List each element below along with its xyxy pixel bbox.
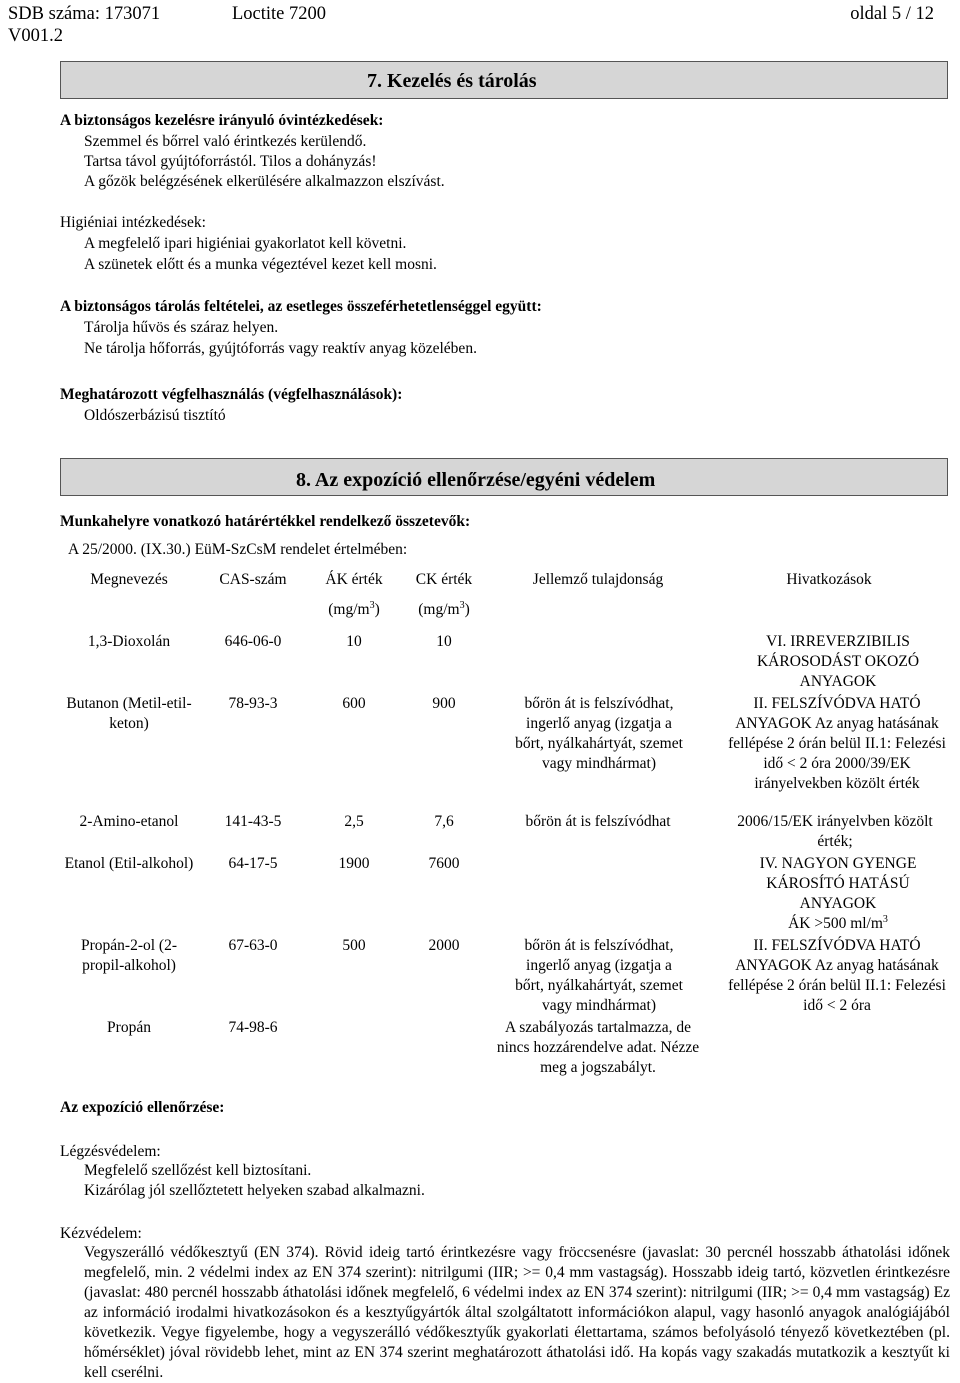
safe-handling-heading: A biztonságos kezelésre irányuló óvintézkedések: xyxy=(60,112,384,129)
respiratory-heading: Légzésvédelem: xyxy=(60,1143,161,1160)
col-header-property: Jellemző tulajdonság xyxy=(532,571,664,588)
cell-name: Butanon (Metil-etil-keton) xyxy=(66,695,192,732)
safe-handling-line: Tartsa távol gyújtóforrástól. Tilos a dohányzás! xyxy=(84,153,377,170)
hand-protection-text: Vegyszerálló védőkesztyű (EN 374). Rövid ideig tartó érintkezésre vagy fröccsenésre (javaslat: 30 percnél hosszabb áthatolási időnek megfelelő, min. 2 védelmi index az EN 374 szerint): nitrilgumi (IIR; >= 0,4 mm vastagság). Hosszabb ideig tartó, közvetlen érintkezésre (javaslat: 480 percnél hosszabb áthatolási időnek megfelelő, 6 védelmi index az EN 374 szerint): nitrilgumi (IIR; >= 0,4 mm vastagság) Ez az információ irodalmi hivatkozásokon és a kesztyűgyártók által szolgáltatott információkon alapul, vagy hasonló anyagok analógiájából következik. Vegye figyelembe, hogy a vegyszerálló védőkesztyűk gyakorlati élettartama, számos befolyásoló tényező következtében (pl. hőmérséklet) jóval rövidebb lehet, mint az EN 374 szerint meghatározott áthatolási idő. Ha kopás vagy szakadás mutatkozik a kesztyűt ki kell cserélni. xyxy=(84,1244,950,1381)
table-row xyxy=(60,630,950,692)
cell-property: bőrön át is felszívódhat, ingerlő anyag (izgatja a bőrt, nyálkahártyát, szemet vagy mindhármat) xyxy=(515,937,683,1014)
cell-ref: 2006/15/EK irányelvben közölt érték; xyxy=(737,813,933,850)
hand-protection-heading: Kézvédelem: xyxy=(60,1225,142,1242)
cell-ak: 1900 xyxy=(338,855,370,872)
ck-label: CK érték xyxy=(415,571,473,588)
cell-ck: 10 xyxy=(436,633,452,650)
cell-name: 1,3-Dioxolán xyxy=(87,633,171,650)
cell-ck: 7,6 xyxy=(434,813,454,830)
ck-unit: $(mg/m^3)$ xyxy=(418,599,470,618)
cell-property: bőrön át is felszívódhat xyxy=(525,813,671,830)
cell-ak: 600 xyxy=(342,695,366,712)
table-header-row xyxy=(60,568,950,630)
cell-ck xyxy=(400,1016,488,1078)
cell-ref: II. FELSZÍVÓDVA HATÓ ANYAGOK Az anyag hatásának fellépése 2 órán belül II.1: Felezési idő < 2 óra xyxy=(728,937,946,1014)
version-label: V001.2 xyxy=(8,26,63,46)
section-7-title: 7. Kezelés és tárolás xyxy=(367,70,537,92)
cell-ak: 10 xyxy=(346,633,362,650)
cell-name: Etanol (Etil-alkohol) xyxy=(64,855,194,872)
hygiene-line: A megfelelő ipari higiéniai gyakorlatot kell követni. xyxy=(84,235,407,252)
table-row xyxy=(60,1016,950,1078)
cell-ck: 2000 xyxy=(428,937,460,954)
cell-ak: 500 xyxy=(342,937,366,954)
cell-ck: 900 xyxy=(432,695,456,712)
cell-cas: 78-93-3 xyxy=(228,695,278,712)
ref-limit: ÁK >500 $ml/m^3$ xyxy=(788,913,888,932)
table-row xyxy=(60,810,950,852)
exposure-control-heading: Az expozíció ellenőrzése: xyxy=(60,1099,225,1116)
col-header-cas: CAS-szám xyxy=(219,571,287,588)
cell-ak: 2,5 xyxy=(344,813,364,830)
cell-ak xyxy=(308,1016,400,1078)
regulation-reference: A 25/2000. (IX.30.) EüM-SzCsM rendelet értelmében: xyxy=(68,541,408,558)
cell-ck: 7600 xyxy=(428,855,460,872)
ak-label: ÁK érték xyxy=(325,571,383,588)
table-row xyxy=(60,934,950,1016)
cell-cas: 141-43-5 xyxy=(224,813,282,830)
cell-cas: 646-06-0 xyxy=(224,633,282,650)
cell-ref: VI. IRREVERZIBILIS KÁROSODÁST OKOZÓ ANYAGOK xyxy=(756,633,920,690)
workplace-limits-heading: Munkahelyre vonatkozó határértékkel rendelkező összetevők: xyxy=(60,513,471,530)
ref-text: IV. NAGYON GYENGE KÁROSÍTÓ HATÁSÚ ANYAGOK xyxy=(759,855,917,912)
cell-property xyxy=(488,630,708,692)
col-header-ak xyxy=(308,568,400,630)
storage-line: Ne tárolja hőforrás, gyújtóforrás vagy reaktív anyag közelében. xyxy=(84,340,477,357)
storage-line: Tárolja hűvös és száraz helyen. xyxy=(84,319,279,336)
storage-heading: A biztonságos tárolás feltételei, az esetleges összeférhetetlenséggel együtt: xyxy=(60,298,542,315)
product-name: Loctite 7200 xyxy=(232,4,327,24)
cell-cas: 74-98-6 xyxy=(228,1019,278,1036)
table-row xyxy=(60,692,950,810)
cell-name: Propán-2-ol (2-propil-alkohol) xyxy=(81,937,177,974)
cell-ref: II. FELSZÍVÓDVA HATÓ ANYAGOK Az anyag hatásának fellépése 2 órán belül II.1: Felezési idő < 2 óra 2000/39/EK irányelvekben közölt érték xyxy=(728,695,946,792)
hygiene-heading: Higiéniai intézkedések: xyxy=(60,214,206,231)
hygiene-line: A szünetek előtt és a munka végeztével kezet kell mosni. xyxy=(84,256,437,273)
cell-name: 2-Amino-etanol xyxy=(79,813,179,830)
ak-unit: $(mg/m^3)$ xyxy=(328,599,380,618)
safe-handling-line: Szemmel és bőrrel való érintkezés kerülendő. xyxy=(84,133,367,150)
cell-property: bőrön át is felszívódhat, ingerlő anyag (izgatja a bőrt, nyálkahártyát, szemet vagy mindhármat) xyxy=(515,695,683,772)
cell-name: Propán xyxy=(107,1019,151,1036)
cell-property xyxy=(488,852,708,934)
end-use-line: Oldószerbázisú tisztító xyxy=(84,407,226,424)
exposure-limits-table xyxy=(60,568,950,1078)
cell-ref xyxy=(708,852,950,934)
cell-cas: 67-63-0 xyxy=(228,937,278,954)
safe-handling-line: A gőzök belégzésének elkerülésére alkalmazzon elszívást. xyxy=(84,173,445,190)
table-row xyxy=(60,852,950,934)
cell-cas: 64-17-5 xyxy=(228,855,278,872)
cell-ref xyxy=(708,1016,950,1078)
cell-property: A szabályozás tartalmazza, de nincs hozzárendelve adat. Nézze meg a jogszabályt. xyxy=(496,1019,700,1076)
sdb-number: SDB száma: 173071 xyxy=(8,4,161,24)
respiratory-line: Kizárólag jól szellőztetett helyeken szabad alkalmazni. xyxy=(84,1182,425,1199)
col-header-refs: Hivatkozások xyxy=(786,571,872,588)
section-8-title: 8. Az expozíció ellenőrzése/egyéni védelem xyxy=(296,469,656,491)
respiratory-line: Megfelelő szellőzést kell biztosítani. xyxy=(84,1162,312,1179)
page-number: oldal 5 / 12 xyxy=(850,4,934,24)
col-header-name: Megnevezés xyxy=(90,571,168,588)
col-header-ck xyxy=(400,568,488,630)
end-use-heading: Meghatározott végfelhasználás (végfelhasználások): xyxy=(60,386,403,403)
